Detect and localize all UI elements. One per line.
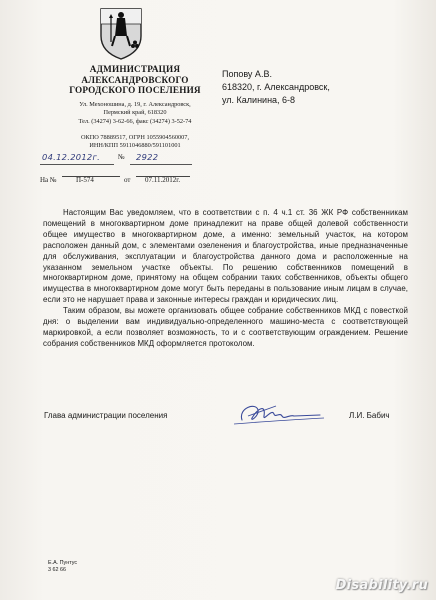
reference-row bbox=[40, 176, 240, 188]
letter-body bbox=[43, 208, 408, 350]
recipient-street: ул. Калинина, 6-8 bbox=[222, 94, 296, 105]
ref-date: 07.11.2012г. bbox=[145, 176, 181, 184]
org-registration-ids: ОКПО 78889517, ОГРН 1055904560007, ИНН/КПП 5911046880/591101001 bbox=[80, 134, 190, 150]
signer-name: Л.И. Бабич bbox=[349, 411, 390, 420]
outgoing-date: 04.12.2012г. bbox=[42, 152, 101, 162]
recipient-city: 618320, г. Александровск, bbox=[222, 81, 330, 92]
outgoing-number: 2922 bbox=[136, 152, 159, 162]
ref-prefix: На № bbox=[40, 176, 57, 184]
recipient-name: Попову А.В. bbox=[222, 69, 272, 79]
body-paragraph: Настоящим Вас уведомляем, что в соответствии с п. 4 ч.1 ст. 36 ЖК РФ собственникам помещений в многоквартирном доме принадлежит на праве общей долевой собственности общее имущество в многоквартирном доме, а именно: земельный участок, на котором расположен данный дом, с элементами озеленения и благоустройства, иные предназначенные для обслуживания, эксплуатации и благоустройства данного дома и расположенные на указанном земельном участке объекты. По решению собственников помещений в многоквартирном доме, принятому на общем собрании таких собственников, объекты общего имущества в многоквартирном доме могут быть переданы в пользование иным лицам в случае, если это не нарушает права и законные интересы граждан и юридических лиц. bbox=[43, 208, 408, 305]
recipient-block bbox=[222, 68, 412, 106]
ref-number: П-574 bbox=[76, 176, 94, 184]
handwritten-signature bbox=[228, 398, 328, 430]
executor-phone: 3 62 66 bbox=[48, 567, 66, 574]
org-address: Ул. Мехоношина, д. 19, г. Александровск, Пермский край, 618320 Тел. (34274) 3-62-66, факс (34274) 3-52-74 bbox=[78, 100, 192, 125]
date-underline bbox=[40, 164, 114, 165]
org-title: АДМИНИСТРАЦИЯ АЛЕКСАНДРОВСКОГО ГОРОДСКОГО ПОСЕЛЕНИЯ bbox=[69, 64, 201, 95]
executor-name: Е.А. Пунтус bbox=[48, 560, 78, 566]
coat-of-arms-icon bbox=[97, 6, 145, 61]
site-watermark: Disability.ru bbox=[335, 578, 428, 593]
sender-letterhead bbox=[40, 64, 230, 151]
ref-number-underline bbox=[62, 176, 120, 177]
ref-date-underline bbox=[136, 176, 190, 177]
signer-title: Глава администрации поселения bbox=[44, 411, 168, 420]
executor-footer bbox=[48, 560, 77, 574]
number-label: № bbox=[118, 153, 125, 161]
outgoing-registration bbox=[40, 152, 200, 166]
number-underline bbox=[130, 164, 192, 165]
ref-from: от bbox=[124, 176, 131, 184]
body-paragraph: Таким образом, вы можете организовать общее собрание собственников МКД с повесткой дня: о выделении вам индивидуально-определенного машино-места с соответствующей маркировкой, а если позволяет возможность, то и с соответствующим ограждением. Решение собрания собственников МКД оформляется протоколом. bbox=[43, 306, 408, 348]
